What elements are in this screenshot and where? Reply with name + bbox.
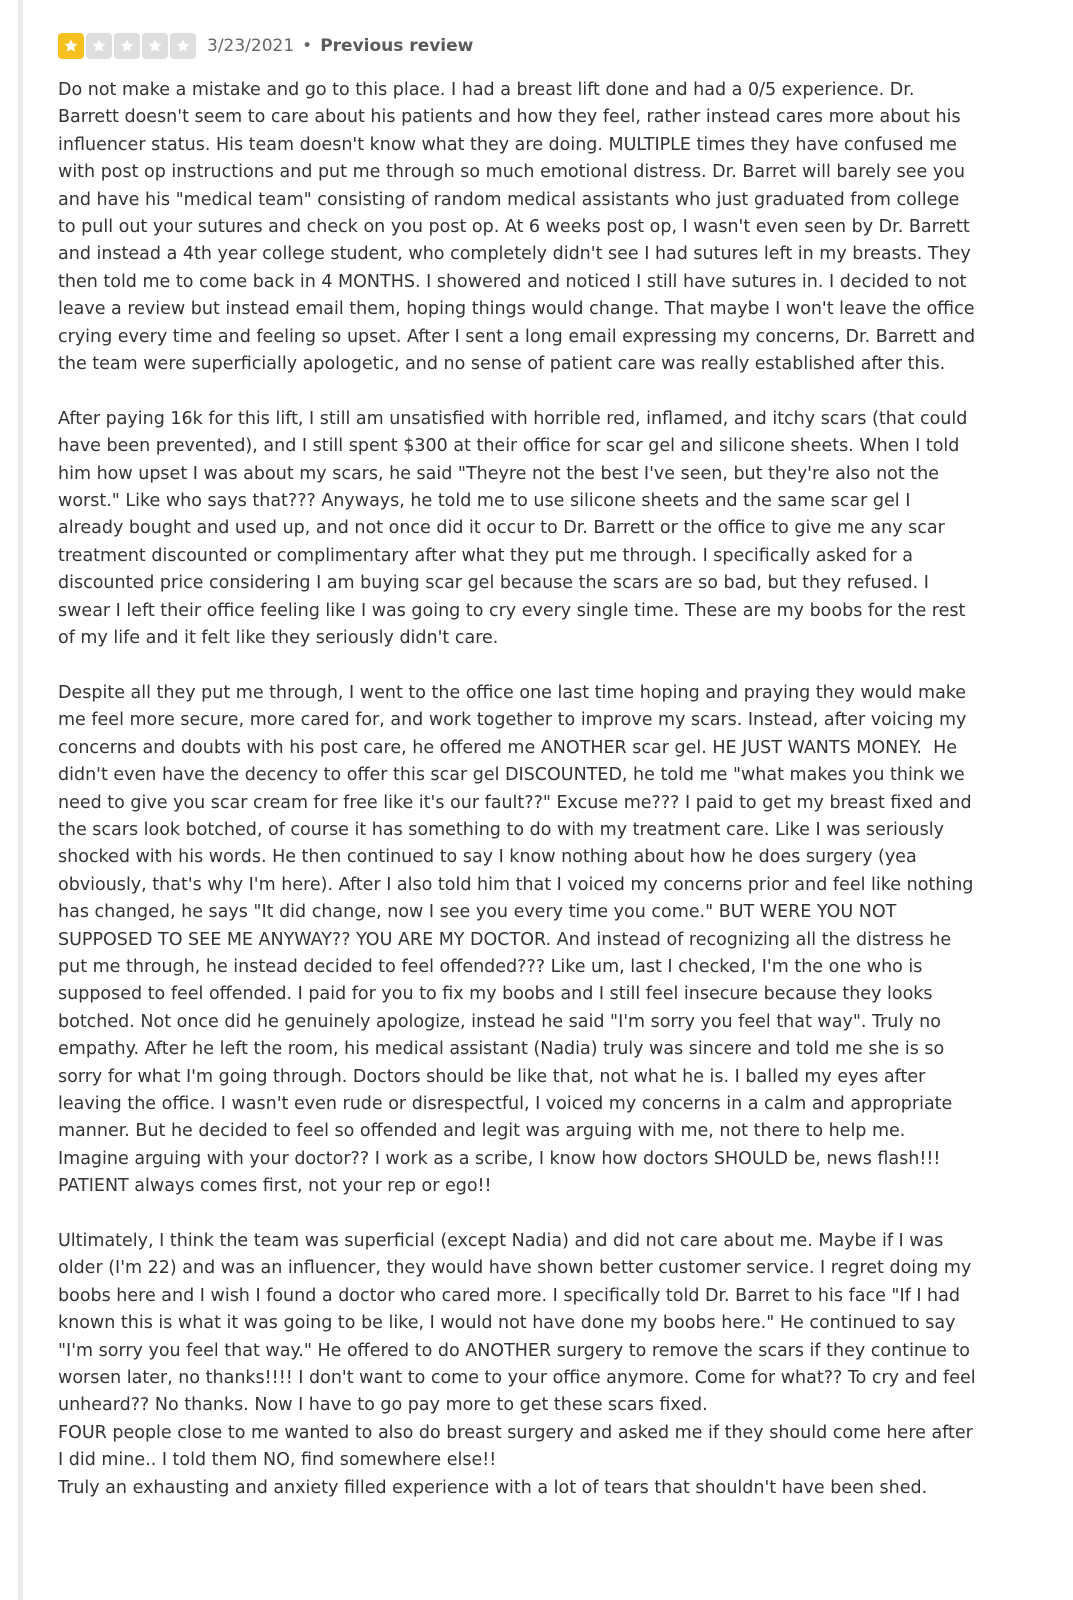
review-paragraph: After paying 16k for this lift, I still am unsatisfied with horrible red, inflamed, and itchy scars (that could have been prevented), and I still spent $300 at their office for scar gel and silicone sheets. When I told him how upset I was about my scars, he said "Theyre not the best I've seen, but they're also not the worst." Like who says that??? Anyways, he told me to use silicone sheets and the same scar gel I already bought and used up, and not once did it occur to Dr. Barrett or the office to give me any scar treatment discounted or complimentary after what they put me through. I specifically asked for a discounted price considering I am buying scar gel because the scars are so bad, but they refused. I swear I left their office feeling like I was going to cry every single time. These are my boobs for the rest of my life and it felt like they seriously didn't care. <box>58 408 973 649</box>
star-icon <box>58 33 84 59</box>
review-paragraph: Truly an exhausting and anxiety filled experience with a lot of tears that shouldn't have been shed. <box>58 1477 928 1498</box>
star-rating <box>58 33 196 59</box>
star-icon <box>170 33 196 59</box>
review-left-border <box>18 0 23 1600</box>
review-paragraph: Despite all they put me through, I went to the office one last time hoping and praying they would make me feel more secure, more cared for, and work together to improve my scars. Instead, after voicing my concerns and doubts with his post care, he offered me ANOTHER scar gel. HE JUST WANTS MONEY. He didn't even have the decency to offer this scar gel DISCOUNTED, he told me "what makes you think we need to give you scar cream for free like it's our fault??" Excuse me??? I paid to get my breast fixed and the scars look botched, of course it has something to do with my treatment care. Like I was seriously shocked with his words. He then continued to say I know nothing about how he does surgery (yea obviously, that's why I'm here). After I also told him that I voiced my concerns prior and feel like nothing has changed, he says "It did change, now I see you every time you come." BUT WERE YOU NOT SUPPOSED TO SEE ME ANYWAY?? YOU ARE MY DOCTOR. And instead of recognizing all the distress he put me through, he instead decided to feel offended??? Like um, last I checked, I'm the one who is supposed to feel offended. I paid for you to fix my boobs and I still feel insecure because they looks botched. Not once did he genuinely apologize, instead he said "I'm sorry you feel that way". Truly no empathy. After he left the room, his medical assistant (Nadia) truly was sincere and told me she is so sorry for what I'm going through. Doctors should be like that, not what he is. I balled my eyes after leaving the office. I wasn't even rude or disrespectful, I voiced my concerns in a calm and appropriate manner. But he decided to feel so offended and legit was arguing with me, not there to help me. Imagine arguing with your doctor?? I work as a scribe, I know how doctors SHOULD be, news flash!!! PATIENT always comes first, not your rep or ego!! <box>58 682 979 1197</box>
separator-dot: • <box>302 36 313 56</box>
review-paragraph: Ultimately, I think the team was superficial (except Nadia) and did not care about me. Maybe if I was older (I'm 22) and was an influencer, they would have shown better customer service. I regret doing my boobs here and I wish I found a doctor who cared more. I specifically told Dr. Barret to his face "If I had known this is what it was going to be like, I would not have done my boobs here." He continued to say "I'm sorry you feel that way." He offered to do ANOTHER surgery to remove the scars if they continue to worsen later, no thanks!!!! I don't want to come to your office anymore. Come for what?? To cry and feel unheard?? No thanks. Now I have to go pay more to get these scars fixed. <box>58 1231 982 1416</box>
star-icon <box>86 33 112 59</box>
review-paragraph: Do not make a mistake and go to this place. I had a breast lift done and had a 0/5 experience. Dr. Barrett doesn't seem to care about his patients and how they feel, rather instead cares more about his influencer status. His team doesn't know what they are doing. MULTIPLE times they have confused me with post op instructions and put me through so much emotional distress. Dr. Barret will barely see you and have his "medical team" consisting of random medical assistants who just graduated from college to pull out your sutures and check on you post op. At 6 weeks post op, I wasn't even seen by Dr. Barrett and instead a 4th year college student, who completely didn't see I had sutures left in my breasts. They then told me to come back in 4 MONTHS. I showered and noticed I still have sutures in. I decided to not leave a review but instead email them, hoping things would change. That maybe I won't leave the office crying every time and feeling so upset. After I sent a long email expressing my concerns, Dr. Barrett and the team were superficially apologetic, and no sense of patient care was really established after this. <box>58 80 981 375</box>
star-icon <box>142 33 168 59</box>
review-date: 3/23/2021 <box>207 36 295 56</box>
review-body <box>58 77 982 1502</box>
review-paragraph: FOUR people close to me wanted to also do breast surgery and asked me if they should come here after I did mine.. I told them NO, find somewhere else!! <box>58 1422 979 1471</box>
previous-review-link[interactable]: Previous review <box>320 36 474 56</box>
review-card <box>58 30 982 1502</box>
star-icon <box>114 33 140 59</box>
review-header <box>58 30 978 62</box>
